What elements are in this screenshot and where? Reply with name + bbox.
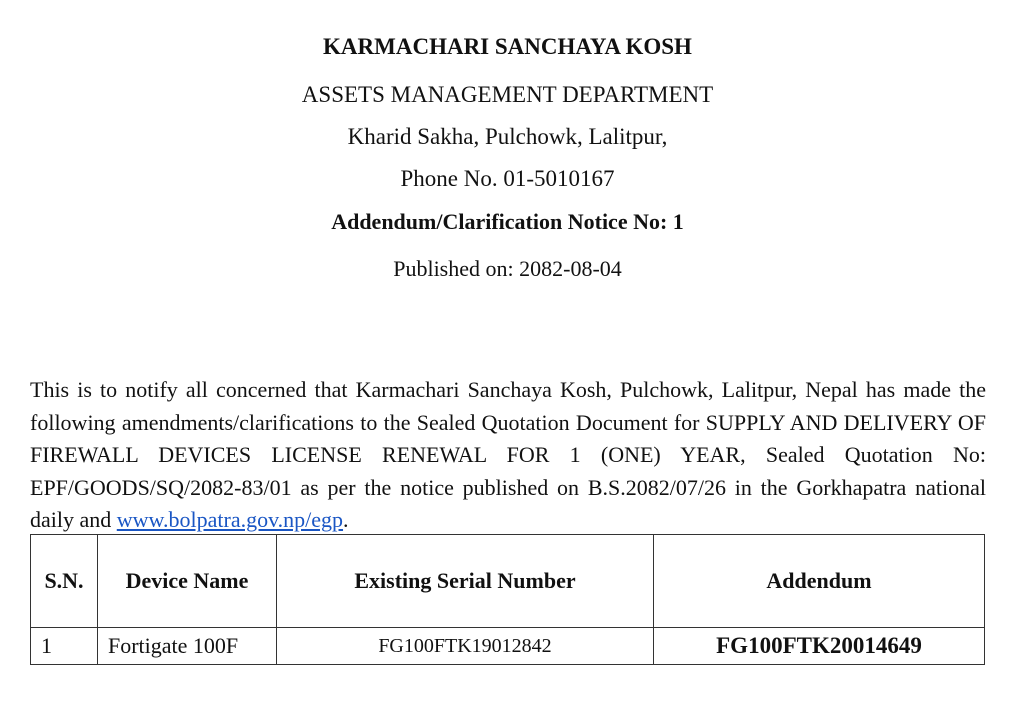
notice-title: Addendum/Clarification Notice No: 1 <box>331 209 684 234</box>
header-sn: S.N. <box>31 535 98 628</box>
department-name: ASSETS MANAGEMENT DEPARTMENT <box>301 82 714 107</box>
table-row <box>31 628 985 665</box>
notice-body-text: This is to notify all concerned that Karmachari Sanchaya Kosh, Pulchowk, Lalitpur, Nepal has made the following amendments/clarifications to the Sealed Quotation Document for SUPPLY AND DELIVERY OF FIREWALL DEVICES LICENSE RENEWAL FOR 1 (ONE) YEAR, Sealed Quotation No: EPF/GOODS/SQ/2082-83/01 as per the notice published on B.S.2082/07/26 in the Gorkhapatra national daily and <box>30 377 986 533</box>
phone-number: Phone No. 01-5010167 <box>400 166 615 191</box>
notice-body <box>30 374 986 537</box>
organization-name: KARMACHARI SANCHAYA KOSH <box>323 34 692 59</box>
cell-device-name: Fortigate 100F <box>98 628 277 665</box>
header-existing-serial: Existing Serial Number <box>277 535 654 628</box>
address: Kharid Sakha, Pulchowk, Lalitpur, <box>347 124 668 149</box>
header-addendum: Addendum <box>654 535 985 628</box>
header-device-name: Device Name <box>98 535 277 628</box>
notice-body-end: . <box>343 507 349 533</box>
cell-sn: 1 <box>31 628 98 665</box>
cell-addendum: FG100FTK20014649 <box>654 628 985 665</box>
addendum-table <box>30 534 985 665</box>
table-header-row <box>31 535 985 628</box>
published-date: Published on: 2082-08-04 <box>393 256 622 281</box>
cell-existing-serial: FG100FTK19012842 <box>277 628 654 665</box>
bolpatra-link[interactable]: www.bolpatra.gov.np/egp <box>116 507 344 533</box>
